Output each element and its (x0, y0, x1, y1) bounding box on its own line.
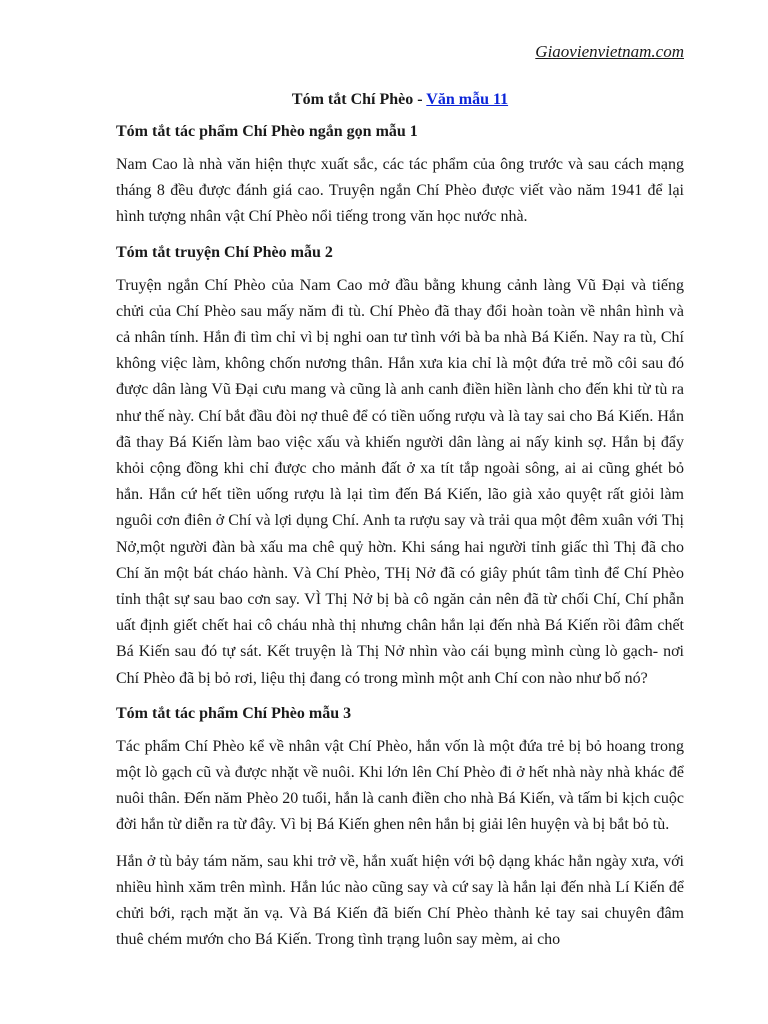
document-content (116, 88, 684, 963)
document-title-text: Tóm tắt Chí Phèo - (291, 91, 427, 108)
section-heading-3: Tóm tắt tác phẩm Chí Phèo mẫu 3 (116, 704, 352, 722)
section-3-paragraph-2: Hắn ở tù bảy tám năm, sau khi trở về, hắn xuất hiện với bộ dạng khác hẳn ngày xưa, với nhiều hình xăm trên mình. Hắn lúc nào cũng say và cứ say là hắn lại đến nhà Lí Kiến để chửi bới, rạch mặt ăn vạ. Và Bá Kiến đã biến Chí Phèo thành kẻ tay sai chuyên đâm thuê chém mướn cho Bá Kiến. Trong tình trạng luôn say mèm, ai cho (116, 852, 684, 949)
section-3-paragraph-1: Tác phẩm Chí Phèo kể về nhân vật Chí Phèo, hắn vốn là một đứa trẻ bị bỏ hoang trong một lò gạch cũ và được nhặt về nuôi. Khi lớn lên Chí Phèo đi ở hết nhà này nhà khác để nuôi thân. Đến năm Phèo 20 tuổi, hắn là canh điền cho nhà Bá Kiến, và tấm bi kịch cuộc đời hắn từ diễn ra từ đây. Vì bị Bá Kiến ghen nên hắn bị giải lên huyện và bị bắt bỏ tù. (116, 737, 684, 834)
document-title (116, 88, 684, 112)
section-1-paragraph-1: Nam Cao là nhà văn hiện thực xuất sắc, các tác phẩm của ông trước và sau cách mạng tháng 8 đều được đánh giá cao. Truyện ngắn Chí Phèo được viết vào năm 1941 để lại hình tượng nhân vật Chí Phèo nổi tiếng trong văn học nước nhà. (116, 156, 684, 226)
section-heading-2: Tóm tắt truyện Chí Phèo mẫu 2 (116, 243, 333, 261)
site-watermark-link[interactable]: Giaovienvietnam.com (535, 42, 684, 61)
title-link[interactable]: Văn mẫu 11 (426, 91, 509, 108)
section-heading-1: Tóm tắt tác phẩm Chí Phèo ngắn gọn mẫu 1 (116, 123, 418, 140)
section-2-paragraph-1: Truyện ngắn Chí Phèo của Nam Cao mở đầu bằng khung cảnh làng Vũ Đại và tiếng chửi của Chí Phèo sau mấy năm đi tù. Chí Phèo đã thay đổi hoàn toàn về nhân hình và cả nhân tính. Hắn đi tìm chỉ vì bị nghi oan tư tình với bà ba nhà Bá Kiến. Nay ra tù, Chí không việc làm, không chốn nương thân. Hắn xưa kia chỉ là một đứa trẻ mồ côi sau đó được dân làng Vũ Đại cưu mang và cũng là anh canh điền hiền lành cho đến khi từ tù ra như thế này. Chí bắt đầu đòi nợ thuê để có tiền uống rượu và là tay sai cho Bá Kiến. Hắn đã thay Bá Kiến làm bao việc xấu và khiến người dân làng ai nấy kinh sợ. Hắn bị đẩy khỏi cộng đồng khi chỉ được cho mảnh đất ở xa tít tắp ngoài sông, ai ai cũng ghét bỏ hắn. Hắn cứ hết tiền uống rượu là lại tìm đến Bá Kiến, lão già xảo quyệt rất giỏi làm nguôi cơn điên ở Chí và lợi dụng Chí. Anh ta rượu say và trải qua một đêm xuân với Thị Nở,một người đàn bà xấu ma chê quỷ hờn. Khi sáng hai người tỉnh giấc thì Thị đã cho Chí ăn một bát cháo hành. Và Chí Phèo, THị Nở đã có giây phút tâm tình để Chí Phèo tỉnh thật sự sau bao cơn say. VÌ Thị Nở bị bà cô ngăn cản nên đã từ chối Chí, Chí phẫn uất định giết chết hai cô cháu nhà thị nhưng chân hắn lại đến nhà Bá Kiến rồi đâm chết Bá Kiến sau đó tự sát. Kết truyện là Thị Nở nhìn vào cái bụng mình cùng lò gạch- nơi Chí Phèo đã bị bỏ rơi, liệu thị đang có trong mình một anh Chí con nào như bố nó? (116, 276, 684, 687)
